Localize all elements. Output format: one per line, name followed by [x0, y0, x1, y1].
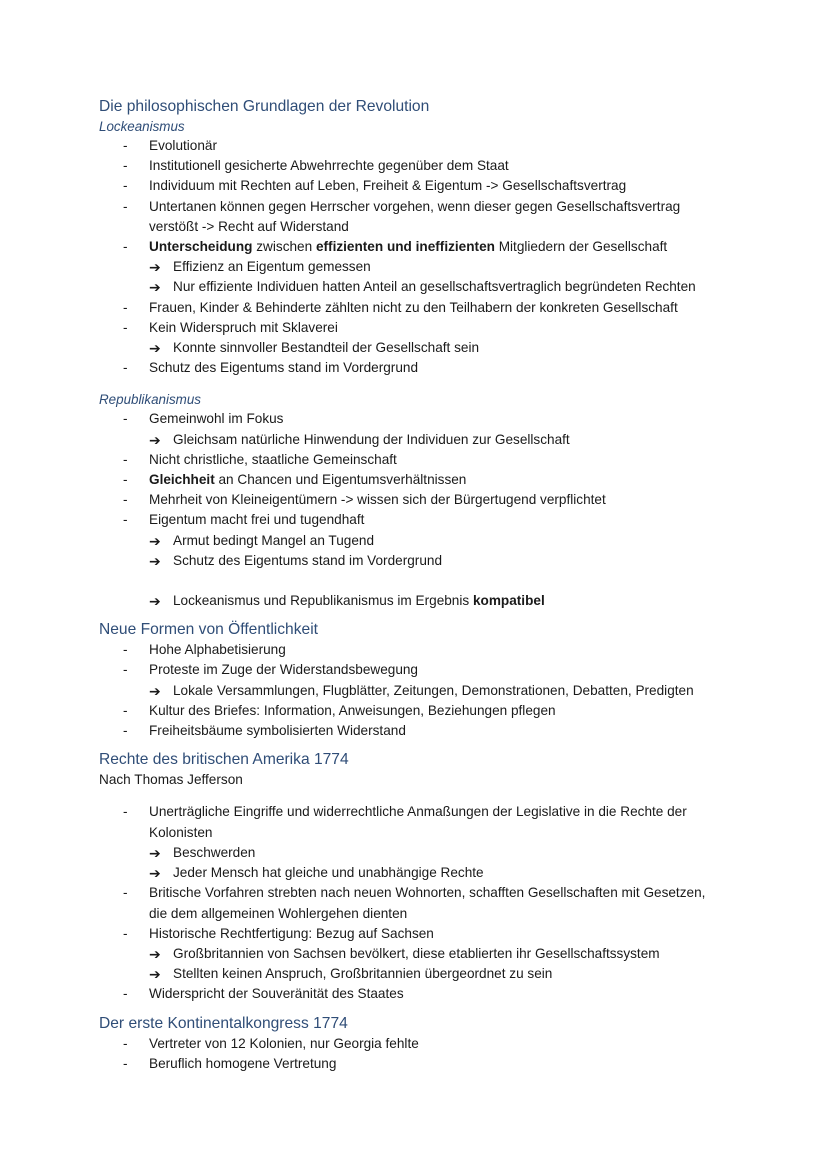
arrow-item: ➔ Konnte sinnvoller Bestandteil der Gesellschaft sein [99, 338, 739, 358]
arrow-icon: ➔ [149, 945, 161, 962]
list-item: - Beruflich homogene Vertretung [99, 1054, 739, 1074]
arrow-item: ➔ Jeder Mensch hat gleiche und unabhängige Rechte [99, 863, 739, 883]
list-item-continuation: die dem allgemeinen Wohlergehen dienten [149, 905, 408, 921]
bullet-dash: - [123, 702, 128, 718]
list-item: - Historische Rechtfertigung: Bezug auf Sachsen [99, 924, 739, 944]
arrow-icon: ➔ [149, 340, 161, 357]
byline: Nach Thomas Jefferson [99, 772, 243, 788]
list-item: - Unerträgliche Eingriffe und widerrechtliche Anmaßungen der Legislative in die Rechte der [99, 802, 739, 822]
bullet-dash: - [123, 411, 128, 427]
list-item: - Evolutionär [99, 136, 739, 156]
arrow-item-conclusion: ➔ Lockeanismus und Republikanismus im Ergebnis kompatibel [99, 591, 739, 611]
bullet-dash: - [123, 512, 128, 528]
list-item: - Untertanen können gegen Herrscher vorgehen, wenn dieser gegen Gesellschaftsvertrag [99, 197, 739, 217]
list-item: - Britische Vorfahren strebten nach neuen Wohnorten, schafften Gesellschaften mit Gesetzen, [99, 883, 739, 903]
bullet-dash: - [123, 642, 128, 658]
bullet-dash: - [123, 925, 128, 941]
bullet-dash: - [123, 319, 128, 335]
list-item: - Hohe Alphabetisierung [99, 640, 739, 660]
list-item: - Individuum mit Rechten auf Leben, Freiheit & Eigentum -> Gesellschaftsvertrag [99, 176, 739, 196]
arrow-icon: ➔ [149, 593, 161, 610]
bullet-dash: - [123, 1035, 128, 1051]
list-item: - Unterscheidung zwischen effizienten und ineffizienten Mitgliedern der Gesellschaft [99, 237, 739, 257]
bullet-dash: - [123, 986, 128, 1002]
bullet-dash: - [123, 723, 128, 739]
arrow-item: ➔ Lokale Versammlungen, Flugblätter, Zeitungen, Demonstrationen, Debatten, Predigten [99, 681, 739, 701]
arrow-icon: ➔ [149, 552, 161, 569]
arrow-icon: ➔ [149, 966, 161, 983]
subheading-republikanismus: Republikanismus [99, 392, 201, 408]
bullet-dash: - [123, 1055, 128, 1071]
arrow-icon: ➔ [149, 682, 161, 699]
bullet-dash: - [123, 492, 128, 508]
list-item-continuation: Kolonisten [149, 824, 213, 840]
section-title-philosophy: Die philosophischen Grundlagen der Revolution [99, 98, 430, 115]
arrow-item: ➔ Beschwerden [99, 843, 739, 863]
document-page [99, 96, 739, 1074]
list-item: - Mehrheit von Kleineigentümern -> wissen sich der Bürgertugend verpflichtet [99, 490, 739, 510]
arrow-item: ➔ Effizienz an Eigentum gemessen [99, 257, 739, 277]
arrow-icon: ➔ [149, 431, 161, 448]
bullet-dash: - [123, 360, 128, 376]
arrow-item: ➔ Armut bedingt Mangel an Tugend [99, 531, 739, 551]
subheading-lockeanismus: Lockeanismus [99, 119, 185, 134]
bullet-dash: - [123, 178, 128, 194]
section-title-rechte: Rechte des britischen Amerika 1774 [99, 751, 349, 769]
list-item: - Schutz des Eigentums stand im Vordergrund [99, 358, 739, 378]
bullet-dash: - [123, 299, 128, 315]
list-item: - Gleichheit an Chancen und Eigentumsverhältnissen [99, 470, 739, 490]
arrow-icon: ➔ [149, 844, 161, 861]
bullet-dash: - [123, 158, 128, 174]
list-item: - Freiheitsbäume symbolisierten Widerstand [99, 721, 739, 741]
section-title-kontinentalkongress: Der erste Kontinentalkongress 1774 [99, 1014, 348, 1032]
arrow-item: ➔ Stellten keinen Anspruch, Großbritannien übergeordnet zu sein [99, 964, 739, 984]
arrow-item: ➔ Schutz des Eigentums stand im Vordergrund [99, 551, 739, 571]
list-item: - Proteste im Zuge der Widerstandsbewegung [99, 660, 739, 680]
list-item: - Frauen, Kinder & Behinderte zählten nicht zu den Teilhabern der konkreten Gesellschaft [99, 298, 739, 318]
arrow-icon: ➔ [149, 865, 161, 882]
arrow-item: ➔ Gleichsam natürliche Hinwendung der Individuen zur Gesellschaft [99, 430, 739, 450]
bullet-dash: - [123, 451, 128, 467]
list-item-continuation: verstößt -> Recht auf Widerstand [149, 218, 349, 234]
list-item: - Kein Widerspruch mit Sklaverei [99, 318, 739, 338]
section-title-oeffentlichkeit: Neue Formen von Öffentlichkeit [99, 621, 318, 639]
arrow-item: ➔ Nur effiziente Individuen hatten Anteil an gesellschaftsvertraglich begründeten Rechten [99, 277, 739, 297]
bullet-dash: - [123, 472, 128, 488]
bullet-dash: - [123, 239, 128, 255]
bullet-dash: - [123, 885, 128, 901]
list-item: - Institutionell gesicherte Abwehrrechte gegenüber dem Staat [99, 156, 739, 176]
arrow-icon: ➔ [149, 532, 161, 549]
list-item: - Gemeinwohl im Fokus [99, 409, 739, 429]
list-item: - Vertreter von 12 Kolonien, nur Georgia fehlte [99, 1034, 739, 1054]
bullet-dash: - [123, 662, 128, 678]
arrow-icon: ➔ [149, 259, 161, 276]
list-item: - Eigentum macht frei und tugendhaft [99, 510, 739, 530]
bullet-dash: - [123, 138, 128, 153]
arrow-item: ➔ Großbritannien von Sachsen bevölkert, diese etablierten ihr Gesellschaftssystem [99, 944, 739, 964]
list-item: - Widerspricht der Souveränität des Staates [99, 984, 739, 1004]
list-item: - Nicht christliche, staatliche Gemeinschaft [99, 450, 739, 470]
bullet-dash: - [123, 804, 128, 820]
bullet-dash: - [123, 198, 128, 214]
list-item: - Kultur des Briefes: Information, Anweisungen, Beziehungen pflegen [99, 701, 739, 721]
arrow-icon: ➔ [149, 279, 161, 296]
